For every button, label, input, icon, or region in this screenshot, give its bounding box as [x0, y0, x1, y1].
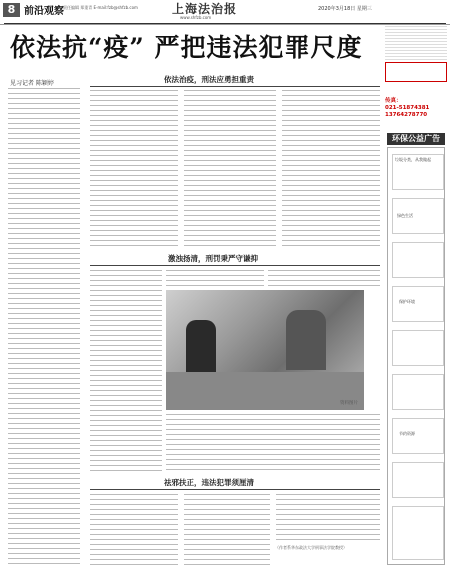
article-headline: 依法抗“疫” 严把违法犯罪尺度 — [10, 33, 363, 62]
article-byline: 见习记者 陈颖婷 — [10, 80, 54, 87]
sketch-7 — [392, 418, 444, 454]
subhead-1: 依法治疫，刑法应勇担重责 — [164, 75, 254, 84]
subhead-1-rule — [90, 86, 380, 87]
header-divider — [4, 23, 446, 24]
section-title: 前沿观察 — [24, 6, 64, 17]
author-note: （作者系华东政法大学刑事法学院教授） — [275, 545, 347, 550]
photo-figure-right — [286, 310, 326, 370]
subhead-3: 祛邪扶正，违法犯罪须厘清 — [164, 478, 254, 487]
body-section-3-col-c — [276, 494, 380, 542]
ad-block-top — [385, 26, 447, 60]
fax-label: 传真： — [385, 98, 402, 104]
sketch-8 — [392, 462, 444, 498]
public-ad-panel — [387, 147, 445, 565]
sketch-7-text: 节约资源 — [399, 431, 415, 436]
sketch-2-text: 绿色生活 — [397, 213, 413, 218]
editor-meta: 责任编辑 郑重青 E-mail:fzb@shfzb.com — [63, 5, 138, 10]
body-section-3-col-b — [184, 494, 270, 566]
body-column-1 — [8, 88, 80, 566]
sketch-9 — [392, 506, 444, 560]
body-section-2-col-d — [166, 414, 380, 470]
body-section-1-col-a — [90, 90, 178, 248]
sketch-5 — [392, 330, 444, 366]
body-section-2-col-a — [90, 270, 162, 472]
subhead-2-rule — [90, 265, 380, 266]
subhead-2: 激浊扬清，刑罚秉严守谦抑 — [168, 254, 258, 263]
body-section-1-col-b — [184, 90, 276, 248]
fax-number-1: 021-51874381 — [385, 105, 430, 111]
sketch-1-text: 垃圾分类，从我做起 — [395, 157, 431, 162]
subhead-3-rule — [90, 489, 380, 490]
courtroom-photo — [166, 290, 364, 410]
site-url: www.shfzb.com — [180, 15, 212, 20]
photo-desk — [166, 372, 364, 410]
body-section-3-col-a — [90, 494, 178, 566]
sketch-4 — [392, 286, 444, 322]
body-section-2-col-b — [166, 270, 264, 288]
ad-block-red — [385, 62, 447, 82]
fax-info — [385, 98, 447, 119]
sketch-6 — [392, 374, 444, 410]
fax-number-2: 13764278770 — [385, 112, 428, 118]
photo-caption: 资料图片 — [340, 401, 358, 406]
body-section-2-col-c — [268, 270, 380, 288]
sketch-1 — [392, 154, 444, 190]
body-section-1-col-c — [282, 90, 380, 248]
issue-date: 2020年3月18日 星期三 — [318, 6, 372, 12]
page-number: 8 — [3, 3, 20, 17]
sketch-4-text: 保护环境 — [399, 299, 415, 304]
public-ad-title: 环保公益广告 — [387, 133, 445, 145]
newspaper-masthead: 上海法治报 — [172, 2, 238, 16]
sketch-2 — [392, 198, 444, 234]
sketch-3 — [392, 242, 444, 278]
